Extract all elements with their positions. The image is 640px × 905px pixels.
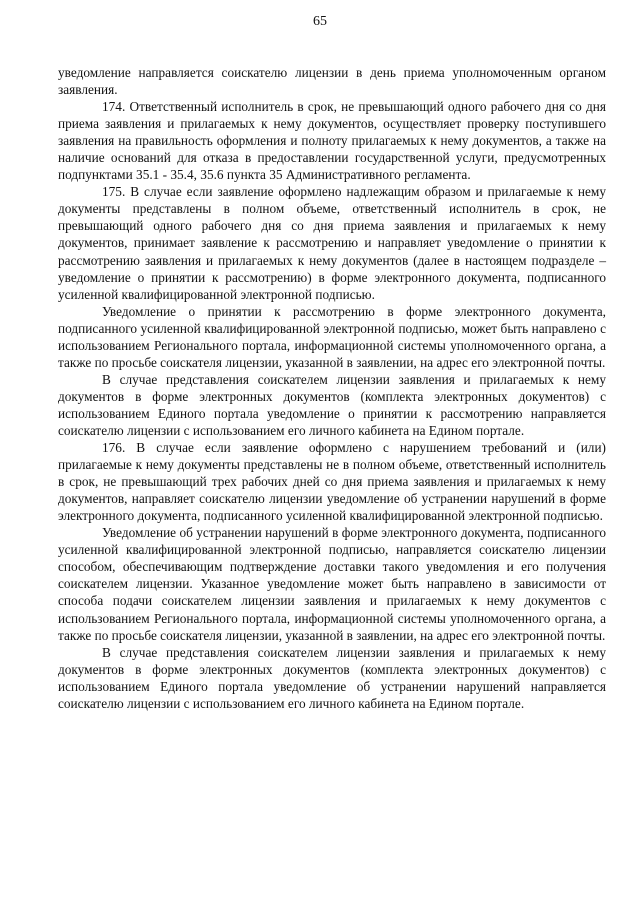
paragraph-175: 175. В случае если заявление оформлено надлежащим образом и прилагаемые к нему документы представлены в полном объеме, ответственный исполнитель в срок, не превышающий одного рабочего дня со дня приема заявления и прилагаемых к нему документов, принимает заявление к рассмотрению и направляет уведомление о принятии к рассмотрению заявления и прилагаемых к нему документов (далее в настоящем подразделе – уведомление о принятии к рассмотрению) в форме электронного документа, подписанного усиленной квалифицированной электронной подписью.	[58, 184, 606, 302]
page-number: 65	[313, 14, 327, 29]
paragraph-continuation: уведомление направляется соискателю лицензии в день приема уполномоченным органом заявления.	[58, 65, 606, 98]
paragraph-176: 176. В случае если заявление оформлено с нарушением требований и (или) прилагаемые к нему документы представлены не в полном объеме, ответственный исполнитель в срок, не превышающий трех рабочих дней со дня приема заявления и прилагаемых к нему документов, направляет соискателю лицензии уведомление об устранении нарушений в форме электронного документа, подписанного усиленной квалифицированной электронной подписью.	[58, 440, 606, 524]
paragraph-176-single-portal: В случае представления соискателем лицензии заявления и прилагаемых к нему документов в форме электронных документов (комплекта электронных документов) с использованием Единого портала уведомление об устранении нарушений направляется соискателю лицензии с использованием его личного кабинета на Едином портале.	[58, 644, 606, 711]
paragraph-174: 174. Ответственный исполнитель в срок, не превышающий одного рабочего дня со дня приема заявления и прилагаемых к нему документов, осуществляет проверку поступившего заявления на правильность оформления и полноту прилагаемых к нему документов, а также на наличие оснований для отказа в предоставлении государственной услуги, предусмотренных подпунктами 35.1 - 35.4, 35.6 пункта 35 Административного регламента.	[58, 99, 606, 183]
paragraph-175-notice: Уведомление о принятии к рассмотрению в форме электронного документа, подписанного усиленной квалифицированной электронной подписью, может быть направлено с использованием Регионального портала, информационной системы уполномоченного органа, а также по просьбе соискателя лицензии, указанной в заявлении, на адрес его электронной почты.	[58, 303, 606, 370]
document-body	[58, 64, 606, 712]
paragraph-175-single-portal: В случае представления соискателем лицензии заявления и прилагаемых к нему документов в форме электронных документов (комплекта электронных документов) с использованием Единого портала уведомление о принятии к рассмотрению направляется соискателю лицензии с использованием его личного кабинета на Едином портале.	[58, 371, 606, 438]
paragraph-176-notice: Уведомление об устранении нарушений в форме электронного документа, подписанного усиленной квалифицированной электронной подписью, направляется соискателю лицензии способом, обеспечивающим подтверждение доставки такого уведомления и его получения соискателем лицензии. Указанное уведомление может быть направлено в зависимости от способа подачи соискателем лицензии заявления и прилагаемых к нему документов с использованием Регионального портала, информационной системы уполномоченного органа, а также по просьбе соискателя лицензии, указанной в заявлении, на адрес его электронной почты.	[58, 525, 606, 643]
